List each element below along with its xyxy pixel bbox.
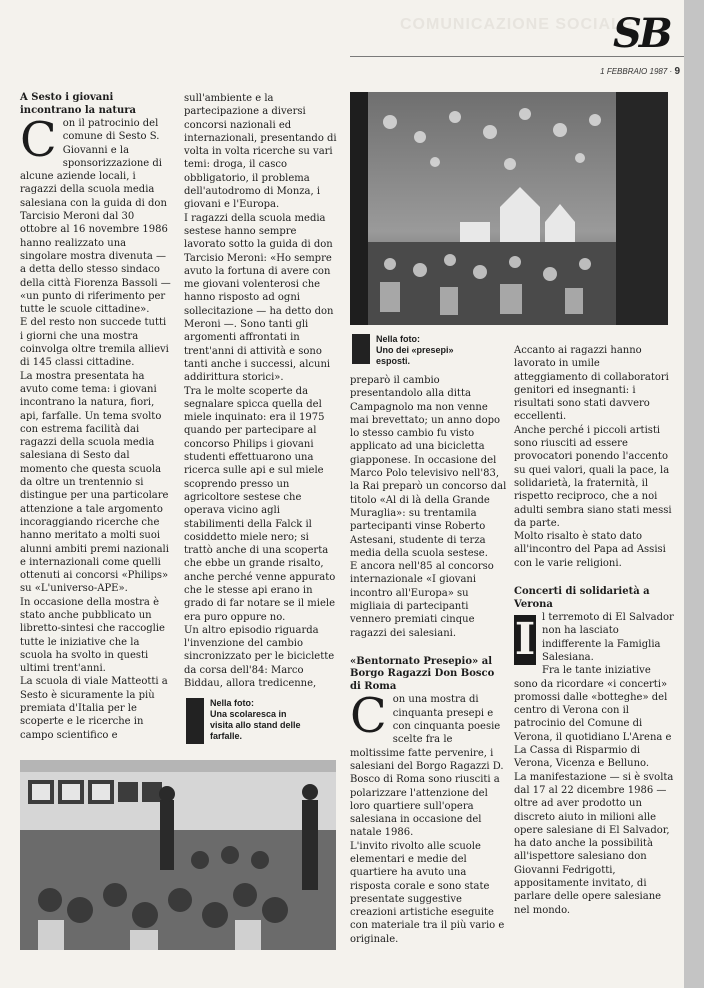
article-paragraph <box>20 112 172 316</box>
column-2 <box>184 92 340 690</box>
page-edge-strip <box>684 0 704 988</box>
separator: · <box>669 67 673 76</box>
article-paragraph: Un altro episodio riguarda l'invenzione del cambio sincronizzato per le biciclette da corsa dell'84: Marco Biddau, allora tredicenne, <box>184 624 335 690</box>
article-text: on una mostra di cinquanta presepi e con cinquanta poesie scelte fra le moltissime fatte pervenire, i salesiani del Borgo Ragazzi D. Bosco di Roma sono riusciti a polarizzare l'attenzione del loro quartiere sull'opera salesiana in occasione del natale 1986. <box>350 694 504 839</box>
article-paragraph: La scuola di viale Matteotti a Sesto è sicuramente la più premiata d'Italia per le scoperte e le ricerche in campo scientifico e <box>20 676 168 741</box>
caption-line: Uno dei «presepi» <box>376 345 454 355</box>
article-title: Concerti di solidarietà a Verona <box>514 586 650 610</box>
drop-cap: I <box>514 614 536 666</box>
issue-date: 1 FEBBRAIO 1987 <box>600 67 668 76</box>
caption-line: Nella foto: <box>376 334 420 344</box>
article-paragraph: E ancora nell'85 al concorso internazionale «I giovani incontro all'Europa» su migliaia di partecipanti vennero premiati cinque ragazzi dei salesiani. <box>350 561 494 639</box>
article-paragraph <box>514 611 676 664</box>
caption-line: visita allo stand delle <box>210 720 301 730</box>
article-paragraph: La mostra presentata ha avuto come tema: i giovani incontrano la natura, fiori, api, farfalle. Un tema svolto con estrema facilità dai ragazzi della scuola media salesiana di Sesto dal momento che questa scuola da oltre un trentennio si distingue per una particolare attenzione a tale argomento incoraggiando ricerche che hanno meritato a molti suoi alunni ambiti premi nazionali e internazionali come quelli ottenuti ai concorsi «Philips» su «L'universo-APE». <box>20 370 169 595</box>
caption-marker <box>352 334 370 364</box>
presepio-photo <box>350 92 668 325</box>
article-paragraph: Accanto ai ragazzi hanno lavorato in umile atteggiamento di collaboratori genitori ed insegnanti: i risultati sono stati davvero eccellenti. <box>514 345 669 423</box>
caption-marker <box>186 698 204 744</box>
magazine-logo: SB <box>613 10 670 57</box>
article-text: l terremoto di El Salvador non ha lasciato indifferente la Famiglia Salesiana. <box>542 612 674 663</box>
article-paragraph: I ragazzi della scuola media sestese hanno sempre lavorato sotto la guida di don Tarcisio Meroni: «Ho sempre avuto la fortuna di avere con me giovani volenterosi che hanno risposto ad ogni sollecitazione — ha detto don Meroni —. Sono tanti gli argomenti affrontati in trent'anni di attività e sono tanti anche i successi, alcuni addirittura storici». <box>184 212 334 384</box>
presepio-caption <box>352 334 512 368</box>
page-number: 9 <box>674 66 680 77</box>
column-1 <box>20 92 172 742</box>
header-rule <box>350 56 684 57</box>
drop-cap: C <box>350 688 387 745</box>
article-paragraph: Tra le molte scoperte da segnalare spicca quella del miele inquinato: era il 1975 quando per partecipare al concorso Philips i giovani studenti effettuarono una ricerca sulle api e sul miele scoprendo presso un agricoltore sestese che operava vicino agli stabilimenti della Falck il cosiddetto miele nero; si trattò anche di una scoperta che ebbe un grande risalto, anche perché venne appurato che le stesse api erano in grado di far notare se il miele era puro oppure no. <box>184 385 336 623</box>
article-paragraph: Molto risalto è stato dato all'incontro del Papa ad Assisi con le varie religioni. <box>514 531 666 569</box>
caption-line: esposti. <box>376 356 411 366</box>
page-info <box>560 66 680 77</box>
article-paragraph: In occasione della mostra è stato anche pubblicato un libretto-sintesi che raccoglie tutte le iniziative che la scuola ha svolto in questi ultimi trent'anni. <box>20 596 165 675</box>
article-paragraph: La manifestazione — si è svolta dal 17 al 22 dicembre 1986 — oltre ad aver prodotto un discreto aiuto in milioni alle opere salesiane di El Salvador, ha dato anche la possibilità all'ispettore salesiano don Giovanni Fedrigotti, appositamente invitato, di parlare delle opere salesiane nel mondo. <box>514 771 674 916</box>
presepio-photo-image <box>350 92 668 325</box>
caption-line: Nella foto: <box>210 698 254 708</box>
article-paragraph: sull'ambiente e la partecipazione a diversi concorsi nazionali ed internazionali, presentando di volta in volta ricerche su vari temi: droga, il casco obbligatorio, il problema dell'autodromo di Monza, i giovani e l'Europa. <box>184 93 337 211</box>
column-3 <box>350 374 508 946</box>
column-4 <box>514 344 676 917</box>
caption-line: farfalle. <box>210 731 243 741</box>
school-visit-photo <box>20 760 336 950</box>
article-paragraph: E del resto non succede tutti i giorni che una mostra coinvolga oltre tremila allievi di 145 classi cittadine. <box>20 317 169 369</box>
caption-line: Una scolaresca in <box>210 709 287 719</box>
school-visit-photo-image <box>20 760 336 950</box>
article-text: on il patrocinio del comune di Sesto S. Giovanni e la sponsorizzazione di alcune aziende locali, i ragazzi della scuola media salesiana con la guida di don Tarcisio Meroni dal 30 ottobre al 16 novembre 1986 hanno realizzato una singolare mostra divenuta — a detta dello stesso sindaco della città Fiorenza Bassoli — «un punto di riferimento per tutte le scuole cittadine». <box>20 118 171 316</box>
article-paragraph <box>350 688 508 839</box>
article-title: A Sesto i giovani incontrano la natura <box>20 92 137 116</box>
article-paragraph: Anche perché i piccoli artisti sono riusciti ad essere provocatori ponendo l'accento su quei valori, quali la pace, la solidarietà, la fraternità, il rispetto reciproco, che a noi adulti sembra siano stati messi da parte. <box>514 424 672 529</box>
article-paragraph: preparò il cambio presentandolo alla ditta Campagnolo ma non venne mai brevettato; un anno dopo lo stesso cambio fu visto applicato ad una bicicletta giapponese. In occasione del Marco Polo televisivo nell'83, la Rai preparò un concorso dal titolo «Al di là della Grande Muraglia»: su trentamila partecipanti vinse Roberto Astesani, studente di terza media della scuola sestese. <box>350 375 507 559</box>
school-caption <box>186 698 342 744</box>
header-bleed-text: COMUNICAZIONE SOCIALE <box>400 16 634 33</box>
article-title: «Bentornato Presepio» al Borgo Ragazzi Don Bosco di Roma <box>350 655 495 692</box>
article-paragraph: Fra le tante iniziative sono da ricordare «i concerti» promossi dalle «botteghe» del centro di Verona con il patrocinio del Comune di Verona, il quotidiano L'Arena e La Cassa di Risparmio di Verona, Vicenza e Belluno. <box>514 665 672 770</box>
article-paragraph: L'invito rivolto alle scuole elementari e medie del quartiere ha avuto una risposta corale e sono state presentate suggestive creazioni artistiche eseguite con materiale tra il più vario e originale. <box>350 840 505 945</box>
drop-cap: C <box>20 112 57 168</box>
